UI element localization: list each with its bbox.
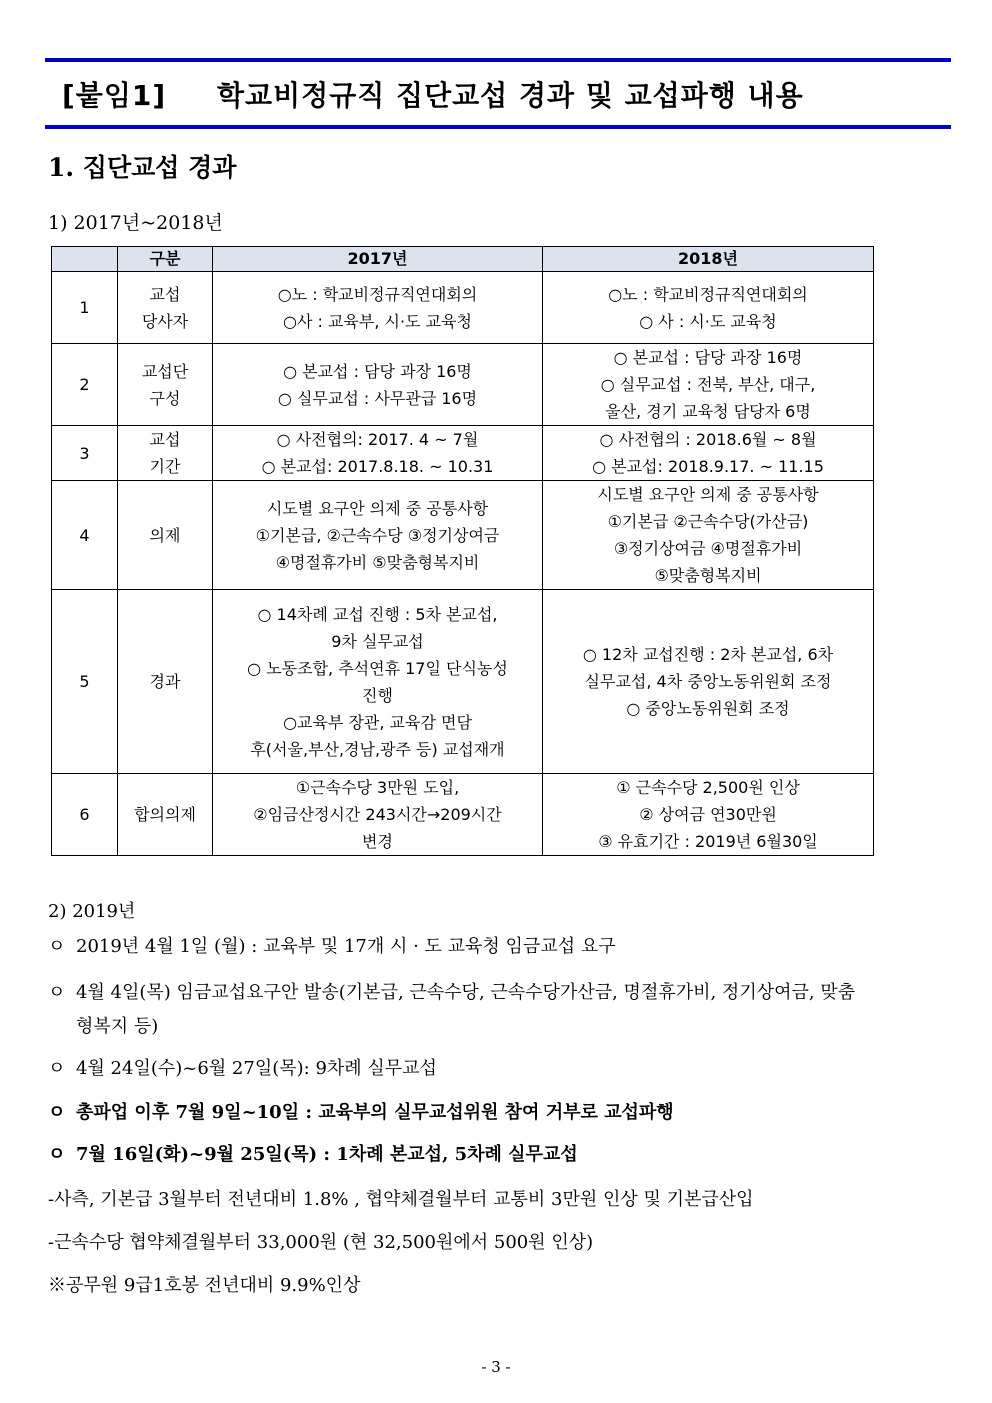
- cell-2017: [213, 344, 543, 426]
- cell-text-line: 후(서울,부산,경남,광주 등) 교섭재개: [250, 739, 505, 759]
- table-header-cell: 2018년: [543, 247, 874, 272]
- cell-text-line: 구성: [149, 388, 181, 408]
- cell-2018: [543, 344, 874, 426]
- section-heading: 1. 집단교섭 경과: [48, 153, 237, 182]
- category-cell: [118, 344, 213, 426]
- table-row: [52, 590, 874, 774]
- note-line: -근속수당 협약체결월부터 33,000원 (현 32,500원에서 500원 인상): [48, 1232, 594, 1253]
- cell-text-line: ○노 : 학교비정규직연대회의: [277, 284, 478, 304]
- cell-text-line: ○교육부 장관, 교육감 면담: [283, 712, 472, 732]
- cell-text-line: ○ 12차 교섭진행 : 2차 본교섭, 6차: [582, 645, 834, 664]
- cell-2018: [543, 774, 874, 856]
- row-number-cell: 1: [52, 272, 118, 344]
- cell-text-line: ○ 본교섭 : 담당 과장 16명: [613, 348, 803, 367]
- cell-text-line: ○ 노동조합, 추석연휴 17일 단식농성: [247, 658, 508, 678]
- cell-text-line: 진행: [362, 685, 393, 705]
- cell-text-line: 9차 실무교섭: [331, 631, 424, 651]
- attachment-tag: [붙임1]: [62, 79, 167, 112]
- table-row: [52, 426, 874, 481]
- cell-2017: [213, 481, 543, 590]
- cell-2018: [543, 272, 874, 344]
- cell-2018: [543, 590, 874, 774]
- table-header-cell: 2017년: [213, 247, 543, 272]
- category-cell: [118, 481, 213, 590]
- list-item-text: 2019년 4월 1일 (월) : 교육부 및 17개 시 · 도 교육청 임금교섭 요구: [76, 936, 616, 957]
- cell-2017: [213, 426, 543, 481]
- table-row: [52, 344, 874, 426]
- cell-text-line: 기간: [149, 457, 181, 476]
- page-number: - 3 -: [481, 1358, 511, 1376]
- cell-text-line: ③ 유효기간 : 2019년 6월30일: [598, 832, 818, 851]
- note-line: -사측, 기본급 3월부터 전년대비 1.8% , 협약체결월부터 교통비 3만원 인상 및 기본급산입: [48, 1189, 754, 1210]
- table-row: [52, 272, 874, 344]
- cell-text-line: ○ 14차례 교섭 진행 : 5차 본교섭,: [257, 604, 498, 624]
- cell-text-line: ○ 실무교섭 : 사무관급 16명: [277, 388, 478, 408]
- category-cell: [118, 774, 213, 856]
- cell-text-line: ○사 : 교육부, 시·도 교육청: [283, 311, 472, 331]
- table-row: [52, 774, 874, 856]
- bullet-mark: ㅇ: [48, 936, 66, 957]
- cell-text-line: 교섭: [149, 284, 181, 304]
- bullet-mark: ㅇ: [48, 982, 66, 1003]
- document-title: 학교비정규직 집단교섭 경과 및 교섭파행 내용: [217, 79, 804, 112]
- cell-2018: [543, 426, 874, 481]
- cell-text-line: ①기본급, ②근속수당 ③정기상여금: [255, 525, 500, 545]
- cell-text-line: ④명절휴가비 ⑤맞춤형복지비: [275, 552, 480, 572]
- row-number-cell: 3: [52, 426, 118, 481]
- row-number-cell: 5: [52, 590, 118, 774]
- negotiation-table: [51, 246, 874, 856]
- cell-text-line: ○ 중앙노동위원회 조정: [626, 699, 790, 718]
- list-item-text: 4월 24일(수)~6월 27일(목): 9차례 실무교섭: [76, 1058, 437, 1079]
- row-number-cell: 2: [52, 344, 118, 426]
- cell-2017: [213, 590, 543, 774]
- cell-text-line: 실무교섭, 4차 중앙노동위원회 조정: [584, 672, 832, 691]
- cell-text-line: 경과: [149, 672, 181, 691]
- cell-text-line: ○ 본교섭 : 담당 과장 16명: [283, 361, 472, 381]
- category-cell: [118, 590, 213, 774]
- list-item-text: 4월 4일(목) 임금교섭요구안 발송(기본급, 근속수당, 근속수당가산금, 명절휴가비, 정기상여금, 맞춤: [76, 982, 856, 1003]
- cell-text-line: 교섭단: [141, 361, 189, 381]
- cell-text-line: 변경: [362, 832, 393, 851]
- category-cell: [118, 272, 213, 344]
- category-cell: [118, 426, 213, 481]
- bullet-mark: ㅇ: [48, 1102, 66, 1123]
- cell-2018: [543, 481, 874, 590]
- cell-text-line: ③정기상여금 ④명절휴가비: [613, 539, 803, 558]
- cell-text-line: ○ 사 : 시·도 교육청: [639, 311, 777, 331]
- table-header-cell: 구분: [118, 247, 213, 272]
- cell-text-line: 합의의제: [134, 805, 196, 824]
- cell-text-line: ○ 실무교섭 : 전북, 부산, 대구,: [600, 375, 816, 394]
- subsection-heading-2017-2018: 1) 2017년~2018년: [48, 212, 223, 234]
- cell-text-line: 의제: [149, 525, 181, 545]
- row-number-cell: 6: [52, 774, 118, 856]
- cell-text-line: ○ 본교섭: 2018.9.17. ~ 11.15: [592, 457, 824, 476]
- cell-2017: [213, 272, 543, 344]
- row-number-cell: 4: [52, 481, 118, 590]
- table-header-row: [52, 247, 874, 272]
- cell-text-line: 시도별 요구안 의제 중 공통사항: [597, 485, 819, 504]
- title-banner: [45, 58, 951, 129]
- cell-text-line: 교섭: [149, 430, 181, 449]
- cell-text-line: 울산, 경기 교육청 담당자 6명: [605, 402, 811, 421]
- bullet-mark: ㅇ: [48, 1144, 66, 1165]
- cell-2017: [213, 774, 543, 856]
- list-item-text: 형복지 등): [76, 1016, 159, 1037]
- cell-text-line: ② 상여금 연30만원: [639, 805, 777, 824]
- cell-text-line: ⑤맞춤형복지비: [654, 566, 762, 585]
- cell-text-line: 당사자: [141, 311, 189, 331]
- cell-text-line: ②임금산정시간 243시간→209시간: [253, 805, 502, 824]
- subsection-heading-2019: 2) 2019년: [48, 901, 136, 922]
- bullet-mark: ㅇ: [48, 1058, 66, 1079]
- cell-text-line: ○노 : 학교비정규직연대회의: [608, 284, 808, 304]
- cell-text-line: 시도별 요구안 의제 중 공통사항: [266, 498, 489, 518]
- cell-text-line: ○ 본교섭: 2017.8.18. ~ 10.31: [261, 457, 494, 476]
- cell-text-line: ①근속수당 3만원 도입,: [295, 778, 460, 797]
- cell-text-line: ○ 사전협의 : 2018.6월 ~ 8월: [599, 430, 817, 449]
- table-row: [52, 481, 874, 590]
- list-item-text: 7월 16일(화)~9월 25일(목) : 1차례 본교섭, 5차례 실무교섭: [76, 1144, 578, 1165]
- table-header-cell: [52, 247, 118, 272]
- list-item-text: 총파업 이후 7월 9일~10일 : 교육부의 실무교섭위원 참여 거부로 교섭파행: [76, 1102, 674, 1123]
- cell-text-line: ① 근속수당 2,500원 인상: [616, 778, 800, 797]
- cell-text-line: ①기본급 ②근속수당(가산금): [607, 512, 809, 531]
- cell-text-line: ○ 사전협의: 2017. 4 ~ 7월: [276, 430, 479, 449]
- note-line: ※공무원 9급1호봉 전년대비 9.9%인상: [48, 1275, 361, 1296]
